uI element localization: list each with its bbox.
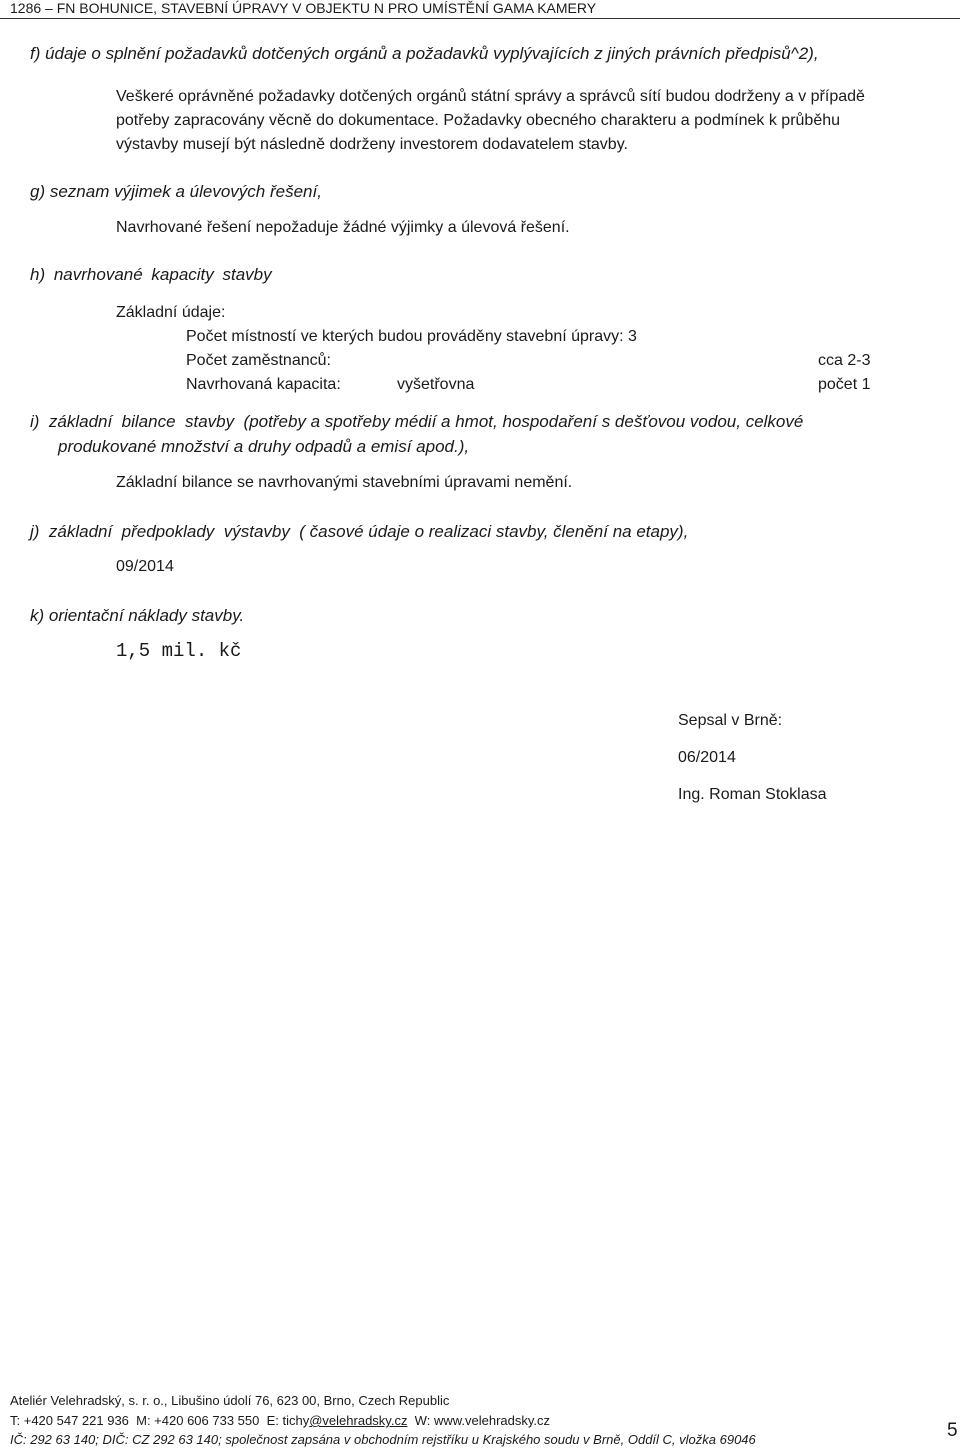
header-rule [0,18,960,19]
capacity-type: vyšetřovna [397,376,475,393]
footer-web-label: W: [407,1413,434,1428]
employees-label: Počet zaměstnanců: [186,352,331,369]
section-f-line-3: výstavby musejí být následně dodrženy investorem dodavatelem stavby. [116,136,628,153]
section-g-heading: g) seznam výjimek a úlevových řešení, [30,182,322,201]
page-number: 5 [947,1420,958,1441]
section-h-heading: h) navrhované kapacity stavby [30,265,272,284]
section-j-heading: j) základní předpoklady výstavby ( časové údaje o realizaci stavby, členění na etapy), [30,522,689,541]
section-g-text: Navrhované řešení nepožaduje žádné výjimky a úlevová řešení. [116,219,570,236]
section-k-heading: k) orientační náklady stavby. [30,606,245,625]
section-f-heading: f) údaje o splnění požadavků dotčených orgánů a požadavků vyplývajících z jiných právních předpisů^2), [30,44,819,63]
capacity-value: počet 1 [818,376,871,393]
section-i-heading-line-1: i) základní bilance stavby (potřeby a spotřeby médií a hmot, hospodaření s dešťovou vodou, celkové [30,412,804,431]
footer-web-link[interactable]: www.velehradsky.cz [433,1413,551,1428]
section-f-line-1: Veškeré oprávněné požadavky dotčených orgánů státní správy a správců sítí budou dodrženy a v případě [116,88,865,105]
signature-name: Ing. Roman Stoklasa [678,786,827,803]
signature-date: 06/2014 [678,749,736,766]
rooms-count-line: Počet místností ve kterých budou prováděny stavební úpravy: 3 [186,328,637,345]
footer-email-link[interactable]: @velehradsky.cz [309,1413,408,1428]
capacity-label: Navrhovaná kapacita: [186,376,341,393]
section-k-text: 1,5 mil. kč [116,640,242,662]
footer-address: Ateliér Velehradský, s. r. o., Libušino údolí 76, 623 00, Brno, Czech Republic [10,1393,450,1408]
section-h-intro: Základní údaje: [116,304,226,321]
footer-contacts [10,1413,550,1429]
footer-registration: IČ: 292 63 140; DIČ: CZ 292 63 140; společnost zapsána v obchodním rejstříku u Krajského soudu v Brně, Oddíl C, vložka 69046 [10,1432,756,1447]
running-header: 1286 – FN BOHUNICE, STAVEBNÍ ÚPRAVY V OBJEKTU N PRO UMÍSTĚNÍ GAMA KAMERY [10,0,597,16]
employees-value: cca 2-3 [818,352,871,369]
footer-contacts-text: T: +420 547 221 936 M: +420 606 733 550 E: tichy [10,1413,310,1428]
section-j-text: 09/2014 [116,558,174,575]
section-i-text: Základní bilance se navrhovanými stavebními úpravami nemění. [116,474,573,491]
section-i-heading-line-2: produkované množství a druhy odpadů a emisí apod.), [58,437,470,456]
section-f-line-2: potřeby zapracovány věcně do dokumentace. Požadavky obecného charakteru a podmínek k průběhu [116,112,841,129]
signature-place: Sepsal v Brně: [678,712,783,729]
